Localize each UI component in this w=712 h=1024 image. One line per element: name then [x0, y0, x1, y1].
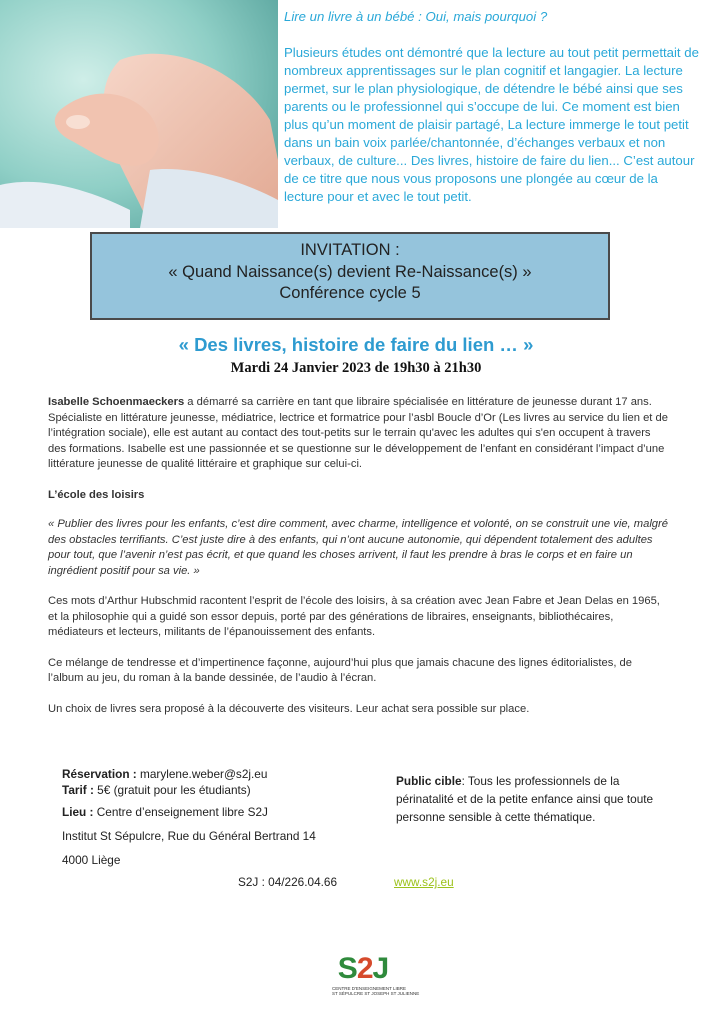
section-heading: L’école des loisirs — [48, 488, 145, 501]
lieu-label: Lieu : — [62, 805, 94, 819]
public-value: : Tous les professionnels de la périnatalité et de la petite enfance ainsi que toute personne sensible à cette thématique. — [396, 774, 654, 824]
logo-letter-s: S — [337, 952, 357, 985]
quote: « Publier des livres pour les enfants, c’est dire comment, avec charme, intelligence et volonté, on se construit une vie, malgré des obstacles terrifiants. C’est juste dire à des enfants, qui n’ont aucune autonomie, qui dépendent totalement des adultes pour tout, que l’avenir n’est pas écrit, et que quand les choses arrivent, il faut les prendre à bras le corps et en faire un ingrédient positif pour sa vie. » — [48, 518, 668, 577]
history-paragraph: Ces mots d’Arthur Hubschmid racontent l’esprit de l’école des loisirs, à sa création avec Jean Fabre et Jean Delas en 1965, et la philosophie qui a guidé son essor depuis, porté par des générations de libraires, enseignants, bibliothécaires, médiateurs et lecteurs, militants de l’épanouissement des enfants. — [48, 595, 660, 638]
public-label: Public cible — [396, 774, 462, 788]
event-title: « Des livres, histoire de faire du lien … » — [178, 334, 534, 355]
reservation-label: Réservation : — [62, 767, 137, 781]
reservation-row — [62, 766, 382, 782]
event-date: Mardi 24 Janvier 2023 de 19h30 à 21h30 — [230, 360, 482, 376]
baby-hand-illustration — [0, 0, 278, 228]
tarif-label: Tarif : — [62, 783, 94, 797]
logo-letter-j: J — [372, 952, 389, 985]
reservation-email[interactable]: marylene.weber@s2j.eu — [136, 767, 268, 781]
speaker-paragraph — [48, 395, 670, 411]
logo-mark — [332, 952, 394, 986]
invitation-label: INVITATION : — [300, 241, 400, 259]
logo-caption-2: ST SÉPULCRE ST JOSEPH ST JULIENNE — [332, 991, 420, 996]
address-line-1: Institut St Sépulcre, Rue du Général Bertrand 14 — [62, 829, 316, 843]
intro-lead: Lire un livre à un bébé : Oui, mais pourquoi ? — [284, 9, 548, 24]
mix-paragraph: Ce mélange de tendresse et d’impertinence façonne, aujourd’hui plus que jamais chacune des lignes éditorialistes, de l’album au jeu, du roman à la bande dessinée, de l’audio à l’écran. — [48, 656, 632, 684]
logo-digit-2: 2 — [356, 952, 373, 985]
audience-info — [396, 772, 666, 826]
practical-info — [62, 766, 382, 868]
invitation-title: « Quand Naissance(s) devient Re-Naissance(s) » — [168, 262, 532, 281]
lieu-row — [62, 804, 382, 820]
invitation-box — [90, 232, 610, 320]
intro-body: Plusieurs études ont démontré que la lecture au tout petit permettait de nombreux apprentissages sur le plan cognitif et langagier. La lecture permet, sur le plan physiologique, de détendre le bébé ainsi que ses parents ou le professionnel qui s’occupe de lui. Ce moment est bien plus qu’un moment de plaisir partagé, La lecture immerge le tout petit dans un bain voix parlée/chantonnée, d’échanges verbaux et non verbaux, de culture... Des livres, histoire de faire du lien... C’est autour de ce titre que nous vous proposons une plongée au cœur de la lecture pour et avec le tout petit. — [284, 45, 699, 204]
tarif-row — [62, 782, 382, 798]
tarif-value: 5€ (gratuit pour les étudiants) — [93, 783, 251, 797]
phone-contact: S2J : 04/226.04.66 — [238, 875, 338, 889]
logo-caption-1: CENTRE D'ENSEIGNEMENT LIBRE — [332, 986, 407, 991]
speaker-name: Isabelle Schoenmaeckers — [48, 396, 185, 408]
website-link[interactable]: www.s2j.eu — [394, 875, 454, 889]
books-paragraph: Un choix de livres sera proposé à la découverte des visiteurs. Leur achat sera possible sur place. — [48, 702, 530, 715]
address-line-2: 4000 Liège — [62, 853, 121, 867]
main-content — [48, 395, 670, 732]
intro-block — [284, 8, 700, 206]
invitation-cycle: Conférence cycle 5 — [279, 284, 421, 302]
baby-hand-photo — [0, 0, 278, 228]
speaker-bio: Spécialiste en littérature jeunesse, médiatrice, lectrice et formatrice pour l’asbl Boucle d’Or (Les livres au service du lien et de l’intégration sociale), elle est autant au contact des tout-petits sur le terrain qu'avec les adultes qui s'en occupent à travers des formations. Isabelle est une passionnée et se questionne sur le développement de l’enfant en considérant l’impact d’une littérature jeunesse de qualité littéraire et graphique sur celui-ci. — [48, 411, 668, 470]
s2j-logo — [332, 952, 420, 1008]
speaker-intro: a démarré sa carrière en tant que libraire spécialisée en littérature de jeunesse durant 17 ans. — [184, 396, 652, 408]
lieu-value: Centre d’enseignement libre S2J — [93, 805, 268, 819]
